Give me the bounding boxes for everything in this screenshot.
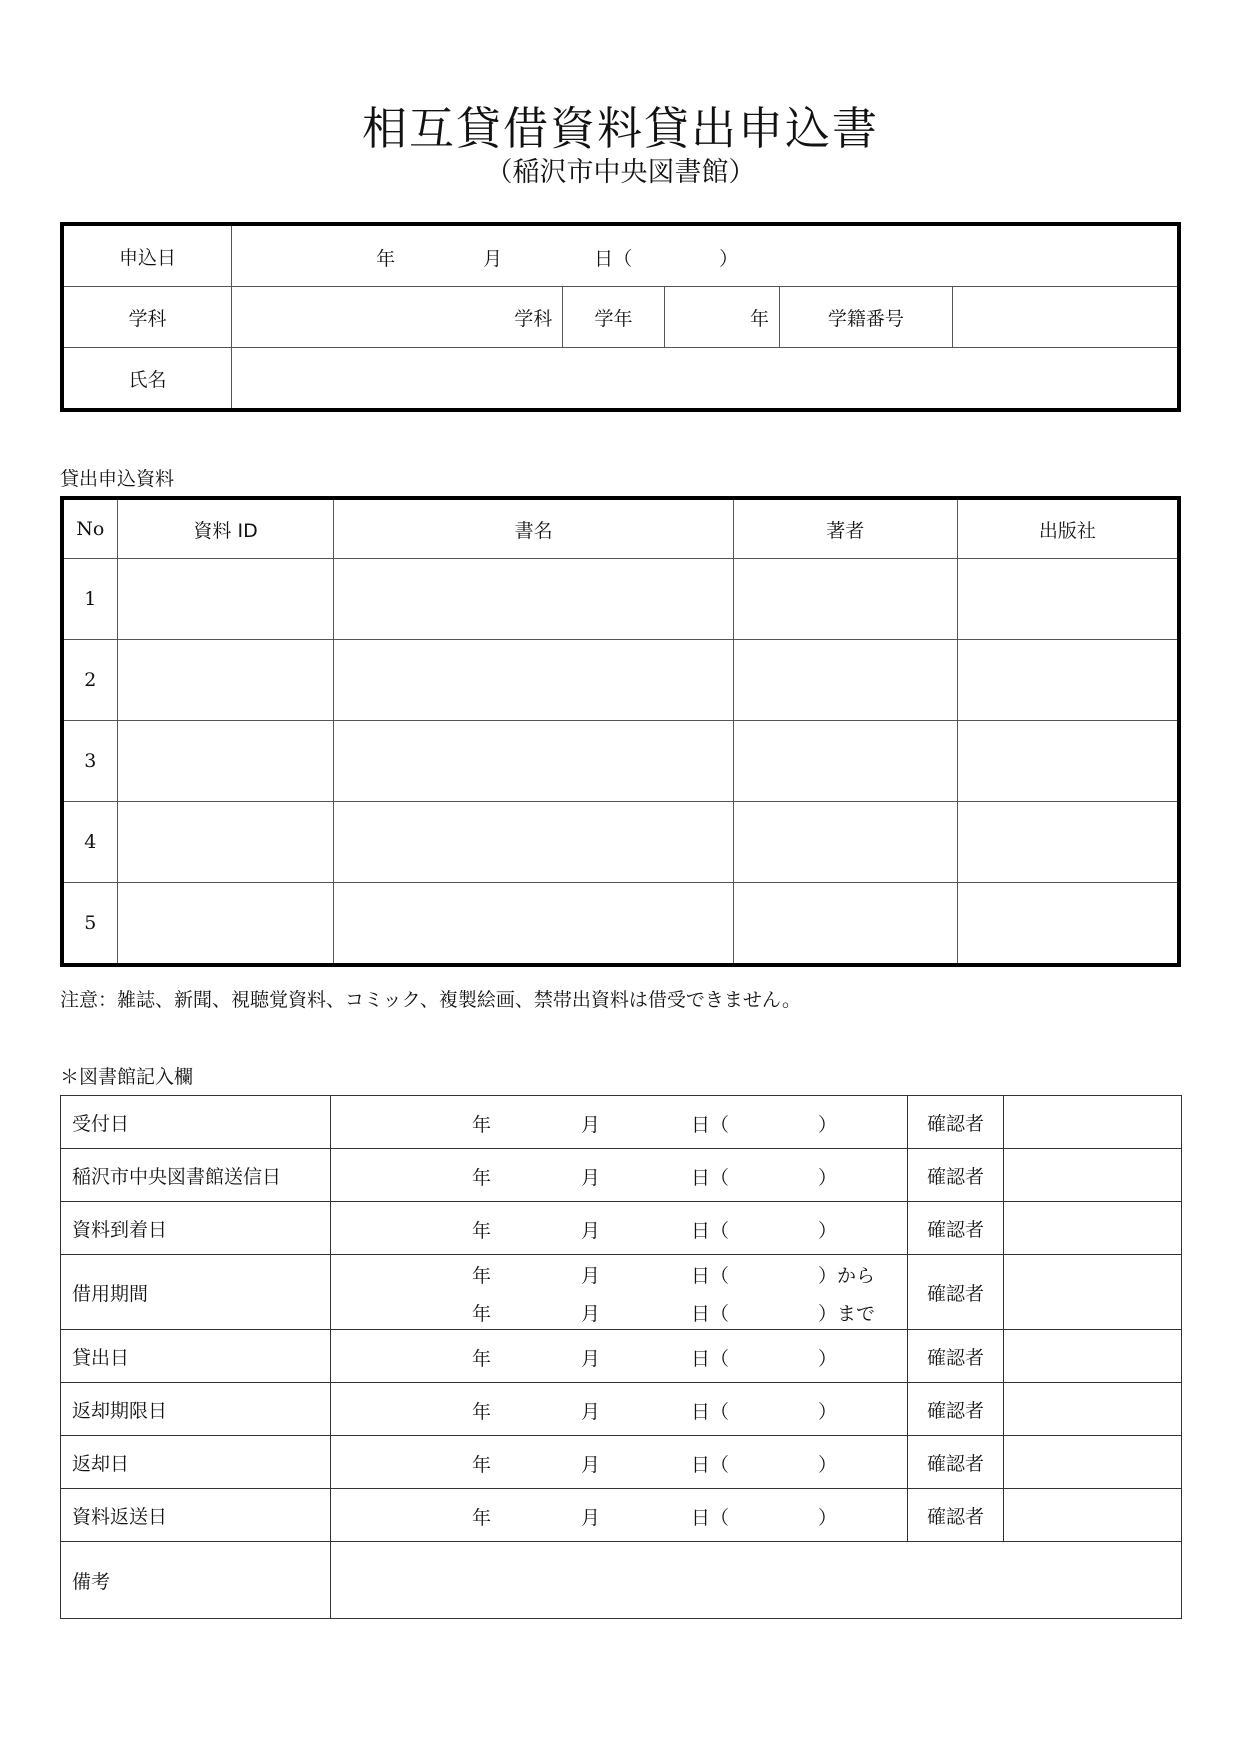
year-unit: 年 (472, 1167, 492, 1189)
confirmer-field[interactable] (1004, 1096, 1182, 1149)
publisher-cell[interactable] (957, 640, 1179, 721)
table-row (61, 1489, 1182, 1542)
title-cell[interactable] (334, 640, 733, 721)
day-unit: 日（ (691, 1401, 730, 1423)
name-label: 氏名 (62, 348, 232, 411)
library-table (60, 1095, 1182, 1619)
author-cell[interactable] (733, 883, 957, 966)
row-label: 資料返送日 (61, 1489, 331, 1542)
table-row (62, 802, 1179, 883)
date-field[interactable] (331, 1096, 908, 1149)
header-publisher: 出版社 (957, 498, 1179, 559)
date-field[interactable] (331, 1383, 908, 1436)
month-unit: 月 (581, 1454, 601, 1476)
remarks-label: 備考 (61, 1542, 331, 1619)
name-field[interactable] (232, 348, 1179, 411)
confirmer-label: 確認者 (908, 1255, 1004, 1330)
student-number-field[interactable] (952, 287, 1179, 348)
row-label: 返却日 (61, 1436, 331, 1489)
grade-suffix: 年 (750, 307, 770, 330)
close-paren: ） (818, 1114, 838, 1136)
table-row (61, 1202, 1182, 1255)
application-date-field[interactable] (232, 224, 1179, 287)
month-unit: 月 (581, 1401, 601, 1423)
month-unit: 月 (581, 1114, 601, 1136)
header-no: No (62, 498, 117, 559)
table-row (62, 640, 1179, 721)
day-unit: 日（ (691, 1220, 730, 1242)
confirmer-field[interactable] (1004, 1436, 1182, 1489)
confirmer-field[interactable] (1004, 1489, 1182, 1542)
student-number-label: 学籍番号 (780, 287, 953, 348)
year-unit: 年 (472, 1507, 492, 1529)
date-field[interactable] (331, 1149, 908, 1202)
confirmer-label: 確認者 (908, 1330, 1004, 1383)
application-date-label: 申込日 (62, 224, 232, 287)
close-paren: ） (818, 1348, 838, 1370)
day-unit: 日（ (691, 1454, 730, 1476)
row-label: 資料到着日 (61, 1202, 331, 1255)
applicant-table (60, 222, 1181, 412)
month-unit: 月 (581, 1220, 601, 1242)
day-unit: 日（ (691, 1507, 730, 1529)
publisher-cell[interactable] (957, 883, 1179, 966)
publisher-cell[interactable] (957, 559, 1179, 640)
close-paren: ） (818, 1507, 838, 1529)
title-cell[interactable] (334, 559, 733, 640)
day-unit: 日（ (691, 1167, 730, 1189)
date-field[interactable] (331, 1202, 908, 1255)
remarks-field[interactable] (331, 1542, 1182, 1619)
notice-text: 注意：雑誌、新聞、視聴覚資料、コミック、複製絵画、禁帯出資料は借受できません。 (60, 989, 802, 1011)
month-unit: 月 (581, 1303, 601, 1325)
grade-label: 学年 (563, 287, 664, 348)
confirmer-field[interactable] (1004, 1383, 1182, 1436)
row-number: 4 (62, 802, 117, 883)
date-field[interactable] (331, 1255, 908, 1330)
material-id-cell[interactable] (117, 883, 334, 966)
confirmer-label: 確認者 (908, 1383, 1004, 1436)
close-paren: ） (818, 1454, 838, 1476)
confirmer-label: 確認者 (908, 1096, 1004, 1149)
year-unit: 年 (376, 248, 396, 270)
material-id-cell[interactable] (117, 640, 334, 721)
confirmer-label: 確認者 (908, 1489, 1004, 1542)
header-material-id: 資料 ID (117, 498, 334, 559)
year-unit: 年 (472, 1401, 492, 1423)
table-row (62, 721, 1179, 802)
year-unit: 年 (472, 1265, 492, 1287)
close-paren: ）まで (818, 1303, 876, 1325)
row-number: 3 (62, 721, 117, 802)
row-label: 受付日 (61, 1096, 331, 1149)
table-row (61, 1436, 1182, 1489)
material-id-cell[interactable] (117, 802, 334, 883)
close-paren: ）から (818, 1265, 876, 1287)
row-number: 5 (62, 883, 117, 966)
table-row (61, 1383, 1182, 1436)
department-label: 学科 (62, 287, 232, 348)
author-cell[interactable] (733, 721, 957, 802)
date-field[interactable] (331, 1330, 908, 1383)
publisher-cell[interactable] (957, 802, 1179, 883)
title-cell[interactable] (334, 721, 733, 802)
loan-table (60, 496, 1181, 967)
author-cell[interactable] (733, 559, 957, 640)
row-number: 2 (62, 640, 117, 721)
weekday-close: ） (719, 248, 739, 270)
author-cell[interactable] (733, 640, 957, 721)
grade-field[interactable] (664, 287, 779, 348)
department-suffix: 学科 (514, 307, 553, 330)
confirmer-field[interactable] (1004, 1330, 1182, 1383)
year-unit: 年 (472, 1348, 492, 1370)
month-unit: 月 (581, 1167, 601, 1189)
title-cell[interactable] (334, 883, 733, 966)
page-title: 相互貸借資料貸出申込書 (361, 102, 879, 155)
publisher-cell[interactable] (957, 721, 1179, 802)
confirmer-field[interactable] (1004, 1255, 1182, 1330)
remarks-row (61, 1542, 1182, 1619)
title-cell[interactable] (334, 802, 733, 883)
department-field[interactable] (232, 287, 563, 348)
row-label: 稲沢市中央図書館送信日 (61, 1149, 331, 1202)
close-paren: ） (818, 1220, 838, 1242)
close-paren: ） (818, 1401, 838, 1423)
month-unit: 月 (483, 248, 503, 270)
row-label: 返却期限日 (61, 1383, 331, 1436)
day-unit: 日（ (691, 1114, 730, 1136)
day-unit: 日（ (691, 1303, 730, 1325)
year-unit: 年 (472, 1454, 492, 1476)
day-unit: 日（ (691, 1348, 730, 1370)
row-number: 1 (62, 559, 117, 640)
table-row (62, 883, 1179, 966)
year-unit: 年 (472, 1114, 492, 1136)
author-cell[interactable] (733, 802, 957, 883)
material-id-cell[interactable] (117, 721, 334, 802)
table-row (61, 1096, 1182, 1149)
year-unit: 年 (472, 1303, 492, 1325)
table-row (61, 1255, 1182, 1330)
confirmer-label: 確認者 (908, 1436, 1004, 1489)
library-section-label: ＊図書館記入欄 (60, 1066, 194, 1088)
row-label: 貸出日 (61, 1330, 331, 1383)
table-row (61, 1330, 1182, 1383)
material-id-cell[interactable] (117, 559, 334, 640)
month-unit: 月 (581, 1507, 601, 1529)
month-unit: 月 (581, 1348, 601, 1370)
row-label: 借用期間 (61, 1255, 331, 1330)
header-author: 著者 (733, 498, 957, 559)
month-unit: 月 (581, 1265, 601, 1287)
date-field[interactable] (331, 1436, 908, 1489)
confirmer-label: 確認者 (908, 1149, 1004, 1202)
confirmer-field[interactable] (1004, 1149, 1182, 1202)
confirmer-field[interactable] (1004, 1202, 1182, 1255)
table-row (62, 559, 1179, 640)
date-field[interactable] (331, 1489, 908, 1542)
day-unit: 日（ (594, 248, 633, 270)
day-unit: 日（ (691, 1265, 730, 1287)
close-paren: ） (818, 1167, 838, 1189)
loan-section-label: 貸出申込資料 (60, 468, 175, 490)
header-title: 書名 (334, 498, 733, 559)
page-subtitle: （稲沢市中央図書館） (485, 157, 756, 188)
confirmer-label: 確認者 (908, 1202, 1004, 1255)
year-unit: 年 (472, 1220, 492, 1242)
table-row (61, 1149, 1182, 1202)
